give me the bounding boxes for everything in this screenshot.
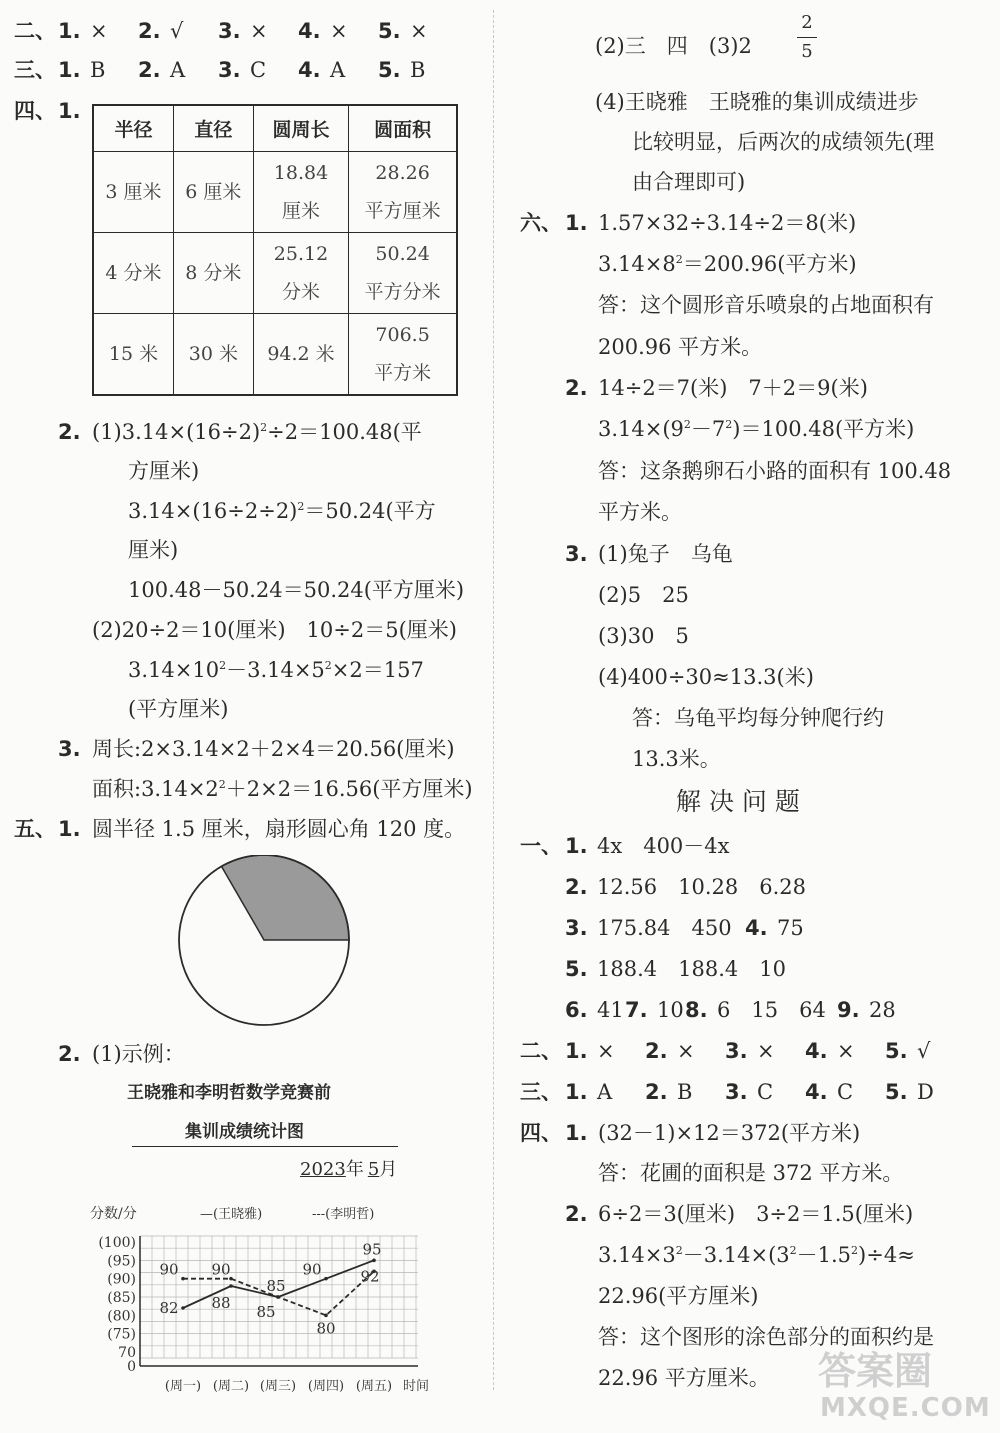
section-number: 四、 — [14, 99, 56, 123]
question-number: 3. — [565, 542, 588, 566]
answer-line — [92, 779, 473, 800]
answer-text: 3.14×10 — [128, 658, 220, 682]
section-number: 一、 — [520, 834, 562, 858]
data-label: 82 — [159, 1299, 179, 1317]
chart-title: 集训成绩统计图 — [185, 1122, 304, 1142]
y-tick-label: (85) — [107, 1290, 136, 1306]
answer-line: 由合理即可) — [632, 170, 746, 194]
item-number: 1. — [565, 1080, 588, 1104]
question-number: 2. — [565, 376, 588, 400]
answer-text: ×2＝157 — [331, 658, 424, 682]
exponent: 2 — [725, 418, 733, 431]
answer-text: 3.14×(9 — [598, 417, 684, 441]
table-cell: 25.12 分米 — [253, 233, 348, 314]
answer-text: ＋2×2＝16.56(平方厘米) — [225, 777, 473, 801]
answer-line: (2)三 四 (3)2 — [595, 34, 752, 58]
answer-line: (平方厘米) — [128, 697, 229, 721]
item-answer: 175.84 450 — [597, 916, 732, 940]
table-cell: 15 米 — [93, 314, 173, 396]
table-cell: 28.26 平方厘米 — [349, 152, 457, 233]
answer-line — [598, 254, 857, 275]
answer-line: 200.96 平方米。 — [598, 335, 763, 359]
fraction-denominator: 5 — [801, 41, 813, 62]
answer-line: 周长:2×3.14×2＋2×4＝20.56(厘米) — [92, 737, 455, 761]
item-number: 9. — [837, 998, 860, 1022]
line-chart — [88, 1198, 448, 1398]
table-row — [93, 233, 457, 314]
item-number: 3. — [725, 1080, 748, 1104]
answer-line — [598, 1245, 915, 1266]
table-cell: 4 分米 — [93, 233, 173, 314]
exponent: 2 — [260, 421, 268, 434]
data-label: 92 — [360, 1267, 380, 1286]
item-number: 3. — [218, 58, 241, 82]
table-cell: 50.24 平方分米 — [349, 233, 457, 314]
item-answer: C — [250, 58, 267, 82]
item-number: 7. — [625, 998, 648, 1022]
exponent: 2 — [219, 659, 227, 672]
table-cell: 30 米 — [173, 314, 253, 396]
item-answer: 75 — [777, 916, 804, 940]
table-header: 圆面积 — [349, 105, 457, 152]
date-month: 5 — [367, 1159, 380, 1180]
answer-line: (2)5 25 — [598, 583, 689, 607]
answer-line: 答：花圃的面积是 372 平方米。 — [598, 1161, 904, 1185]
table-row — [93, 152, 457, 233]
table-header: 圆周长 — [253, 105, 348, 152]
answer-line: 6÷2＝3(厘米) 3÷2＝1.5(厘米) — [598, 1202, 914, 1226]
answer-text: ÷2＝100.48(平 — [267, 420, 422, 444]
answer-text: ＝200.96(平方米) — [682, 252, 857, 276]
watermark-url: MXQE.COM — [820, 1393, 991, 1423]
data-label: 85 — [266, 1277, 286, 1295]
answer-line: 1.57×32÷3.14÷2＝8(米) — [598, 211, 857, 235]
data-point — [324, 1314, 328, 1318]
x-tick-label: (周一) — [164, 1379, 202, 1394]
question-number: 2. — [58, 420, 81, 444]
exponent: 2 — [683, 418, 691, 431]
item-answer: B — [90, 58, 106, 82]
answer-line: (32－1)×12＝372(平方米) — [598, 1121, 861, 1145]
date-suffix: 月 — [379, 1159, 398, 1180]
section-number: 三、 — [14, 58, 56, 82]
answer-text: 3.14×8 — [598, 252, 676, 276]
answer-line: 答：这条鹅卵石小路的面积有 100.48 — [598, 459, 952, 483]
y-tick-label: 70 — [118, 1345, 136, 1361]
y-tick-label: (80) — [107, 1308, 136, 1325]
answer-text: )＝100.48(平方米) — [732, 417, 915, 441]
item-answer: A — [330, 58, 346, 82]
item-number: 5. — [885, 1039, 908, 1063]
item-answer: × — [677, 1039, 695, 1063]
answer-line: 答：这个圆形音乐喷泉的占地面积有 — [598, 293, 934, 317]
answer-line: 100.48－50.24＝50.24(平方厘米) — [128, 578, 465, 602]
question-number: 1. — [58, 99, 81, 123]
x-tick-label: (周四) — [307, 1379, 345, 1394]
y-tick-label: (75) — [107, 1326, 136, 1343]
item-number: 5. — [885, 1080, 908, 1104]
item-number: 1. — [58, 58, 81, 82]
data-label: 95 — [362, 1240, 382, 1259]
table-cell: 94.2 米 — [253, 314, 348, 396]
y-axis-label: 分数/分 — [90, 1206, 137, 1222]
item-number: 4. — [745, 916, 768, 940]
item-number: 1. — [58, 19, 81, 43]
answer-line: (2)20÷2＝10(厘米) 10÷2＝5(厘米) — [92, 618, 457, 642]
y-tick-label: (100) — [98, 1235, 136, 1251]
item-number: 4. — [805, 1039, 828, 1063]
answer-line: (3)30 5 — [598, 624, 689, 648]
data-point — [372, 1259, 376, 1263]
data-point — [181, 1306, 185, 1310]
answer-text: －3.14×(3 — [682, 1243, 790, 1267]
item-number: 4. — [298, 19, 321, 43]
item-answer: × — [250, 19, 268, 43]
item-answer: × — [410, 19, 428, 43]
question-number: 2. — [58, 1042, 81, 1066]
table-header: 半径 — [93, 105, 173, 152]
item-answer: B — [677, 1080, 693, 1104]
exponent: 2 — [675, 253, 683, 266]
item-answer: 4x 400－4x — [597, 834, 730, 858]
item-number: 4. — [298, 58, 321, 82]
sector-circle-figure — [175, 855, 355, 1030]
answer-line: 13.3米。 — [632, 747, 721, 771]
answer-line: 22.96(平方厘米) — [598, 1284, 759, 1308]
question-number: 3. — [58, 737, 81, 761]
x-tick-label: (周三) — [259, 1379, 297, 1394]
question-number: 1. — [565, 1121, 588, 1145]
table-cell: 706.5 平方米 — [349, 314, 457, 396]
item-number: 8. — [685, 998, 708, 1022]
answer-line: 答：乌龟平均每分钟爬行约 — [632, 706, 884, 730]
y-tick-label: (90) — [107, 1271, 136, 1288]
answer-line — [92, 422, 422, 443]
question-number: 1. — [58, 817, 81, 841]
chart-title: 王晓雅和李明哲数学竞赛前 — [127, 1083, 331, 1103]
item-answer: B — [410, 58, 426, 82]
item-answer: A — [597, 1080, 613, 1104]
answer-line — [128, 501, 436, 522]
answer-line: 平方米。 — [598, 500, 682, 524]
item-number: 2. — [645, 1080, 668, 1104]
table-row — [93, 314, 457, 396]
date-year: 2023 — [300, 1159, 346, 1180]
section-number: 二、 — [14, 19, 56, 43]
item-answer: √ — [917, 1039, 931, 1063]
data-label: 85 — [256, 1303, 276, 1321]
data-point — [324, 1277, 328, 1281]
exponent: 2 — [675, 1244, 683, 1257]
x-tick-label: (周二) — [212, 1379, 250, 1394]
answer-text: －3.14×5 — [226, 658, 325, 682]
data-point — [181, 1277, 185, 1281]
answer-line: 答：这个图形的涂色部分的面积约是 — [598, 1325, 934, 1349]
item-answer: 6 15 64 — [717, 998, 826, 1022]
answer-line: 14÷2＝7(米) 7＋2＝9(米) — [598, 376, 868, 400]
title-underline — [132, 1146, 398, 1147]
item-number: 6. — [565, 998, 588, 1022]
item-answer: 188.4 188.4 10 — [597, 957, 786, 981]
item-answer: × — [90, 19, 108, 43]
chart-date — [300, 1161, 397, 1179]
item-answer: × — [757, 1039, 775, 1063]
item-answer: × — [837, 1039, 855, 1063]
answer-line: 比较明显，后两次的成绩领先(理 — [632, 130, 935, 154]
item-number: 2. — [138, 58, 161, 82]
table-cell: 18.84 厘米 — [253, 152, 348, 233]
item-answer: 12.56 10.28 6.28 — [597, 875, 806, 899]
item-number: 5. — [565, 957, 588, 981]
item-answer: 41 — [597, 998, 624, 1022]
answer-line — [128, 660, 424, 681]
fraction-bar — [797, 37, 817, 38]
item-number: 2. — [645, 1039, 668, 1063]
data-point — [229, 1284, 233, 1288]
legend-entry: —(王晓雅) — [200, 1207, 263, 1222]
section-number: 三、 — [520, 1080, 562, 1104]
section-number: 六、 — [520, 211, 562, 235]
exponent: 2 — [324, 659, 332, 672]
answer-text: －1.5 — [796, 1243, 852, 1267]
answer-text: －7 — [690, 417, 726, 441]
answer-line: (1)兔子 乌龟 — [598, 542, 733, 566]
section-heading: 解 决 问 题 — [676, 787, 800, 816]
item-answer: × — [330, 19, 348, 43]
answer-text: 面积:3.14×2 — [92, 777, 219, 801]
item-answer: D — [917, 1080, 934, 1104]
shaded-sector — [222, 855, 350, 940]
item-answer: A — [170, 58, 186, 82]
y-tick-label: 0 — [127, 1359, 136, 1375]
legend-entry: ---(李明哲) — [312, 1207, 375, 1222]
item-number: 5. — [378, 19, 401, 43]
item-number: 1. — [565, 834, 588, 858]
answer-line — [598, 419, 914, 440]
item-answer: × — [597, 1039, 615, 1063]
answer-line: (4)王晓雅 王晓雅的集训成绩进步 — [595, 90, 919, 114]
data-label: 88 — [211, 1294, 231, 1312]
watermark-logo: 答案圈 — [818, 1349, 933, 1393]
exponent: 2 — [218, 778, 226, 791]
answer-line: 圆半径 1.5 厘米，扇形圆心角 120 度。 — [92, 817, 466, 841]
table-cell: 3 厘米 — [93, 152, 173, 233]
answer-text: 3.14×3 — [598, 1243, 676, 1267]
item-number: 2. — [565, 875, 588, 899]
fraction-numerator: 2 — [801, 12, 813, 33]
answer-line: 22.96 平方厘米。 — [598, 1366, 770, 1390]
data-label: 90 — [302, 1260, 322, 1279]
section-number: 二、 — [520, 1039, 562, 1063]
section-number: 四、 — [520, 1121, 562, 1145]
answer-text: ＝50.24(平方 — [304, 499, 436, 523]
item-answer: √ — [170, 19, 184, 43]
table-cell: 6 厘米 — [173, 152, 253, 233]
y-tick-label: (95) — [107, 1253, 136, 1270]
data-point — [276, 1295, 280, 1299]
item-answer: 10 — [657, 998, 684, 1022]
answer-text: 3.14×(16÷2÷2) — [128, 499, 298, 523]
answer-line: 厘米) — [128, 538, 179, 562]
exponent: 2 — [789, 1244, 797, 1257]
item-answer: C — [837, 1080, 854, 1104]
column-divider — [493, 10, 494, 1390]
data-label: 80 — [316, 1319, 336, 1338]
answer-line: (4)400÷30≈13.3(米) — [598, 665, 814, 689]
item-answer: C — [757, 1080, 774, 1104]
item-number: 3. — [565, 916, 588, 940]
data-label: 90 — [159, 1260, 179, 1279]
fraction — [797, 14, 817, 61]
exponent: 2 — [851, 1244, 859, 1257]
table-cell: 8 分米 — [173, 233, 253, 314]
answer-text: )÷4≈ — [858, 1243, 915, 1267]
item-number: 4. — [805, 1080, 828, 1104]
item-number: 1. — [565, 1039, 588, 1063]
answer-text: (1)3.14×(16÷2) — [92, 420, 261, 444]
answer-line: (1)示例： — [92, 1042, 185, 1066]
item-number: 3. — [725, 1039, 748, 1063]
x-tick-label: (周五) — [355, 1379, 393, 1394]
circle-table — [92, 104, 458, 396]
exponent: 2 — [297, 500, 305, 513]
question-number: 2. — [565, 1202, 588, 1226]
x-axis-label: 时间 — [402, 1379, 430, 1394]
item-number: 2. — [138, 19, 161, 43]
item-number: 5. — [378, 58, 401, 82]
item-answer: 28 — [869, 998, 896, 1022]
date-suffix: 年 — [345, 1159, 364, 1180]
item-number: 3. — [218, 19, 241, 43]
table-header: 直径 — [173, 105, 253, 152]
question-number: 1. — [565, 211, 588, 235]
section-number: 五、 — [14, 817, 56, 841]
answer-line: 方厘米) — [128, 459, 200, 483]
data-label: 90 — [211, 1260, 231, 1279]
